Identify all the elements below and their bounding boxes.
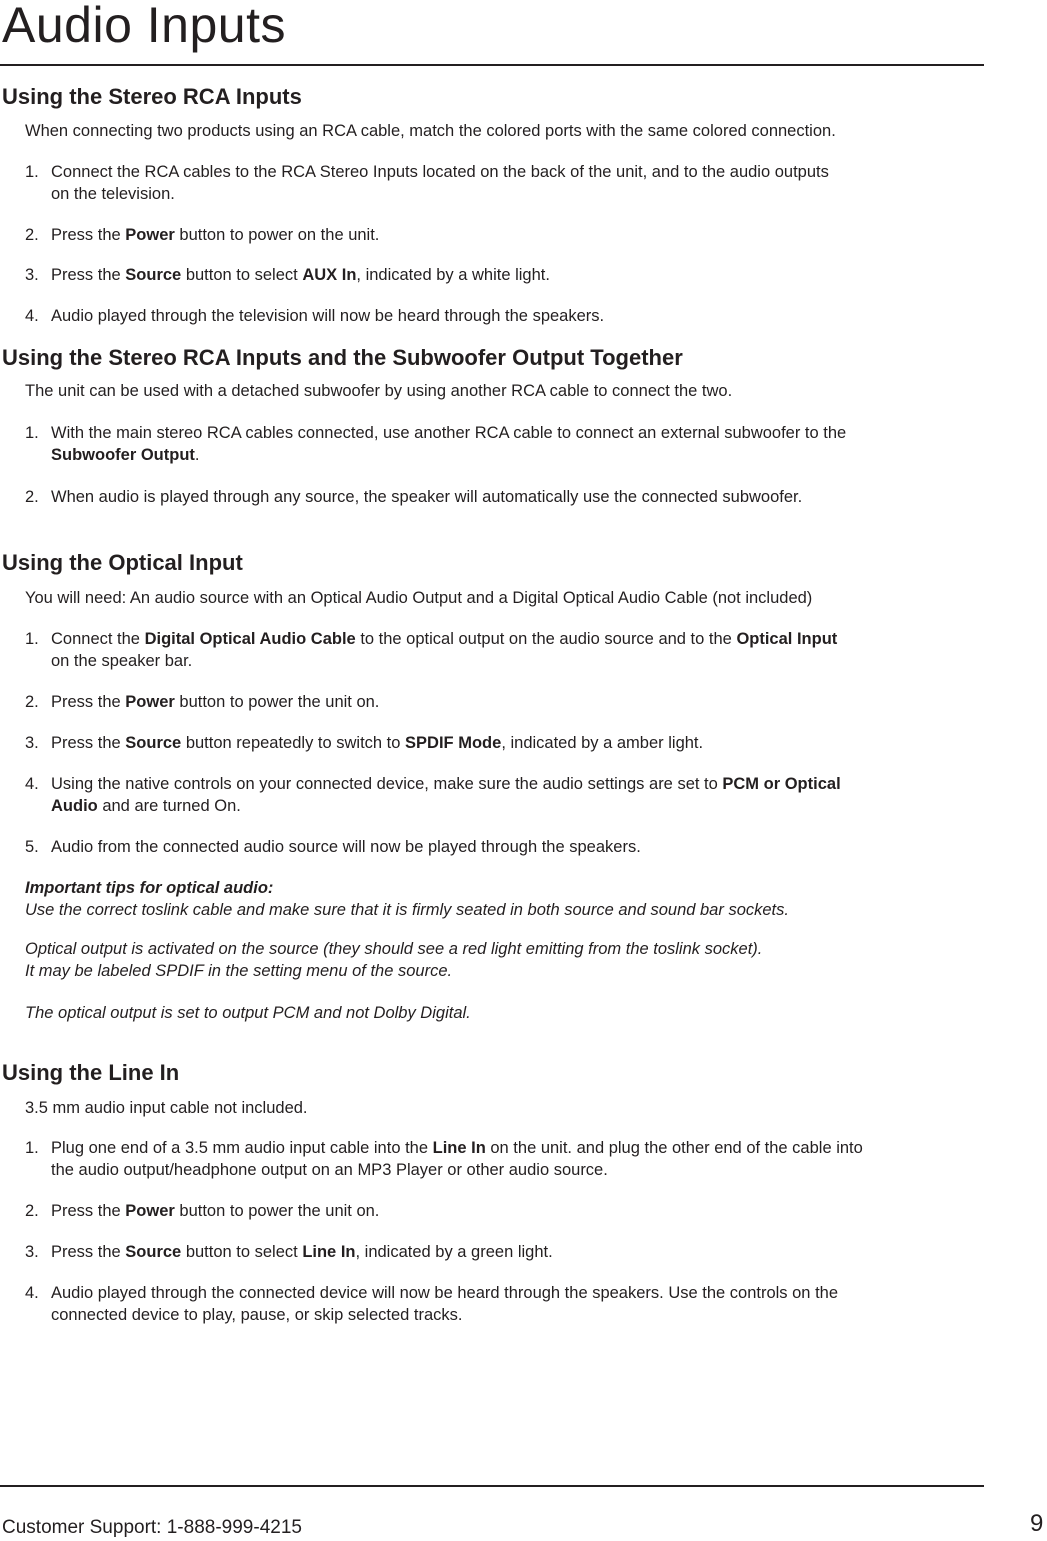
page-number: 9 — [1030, 1510, 1044, 1537]
section-heading-optical: Using the Optical Input — [2, 550, 243, 575]
step-text: With the main stereo RCA cables connected, use another RCA cable to connect an external subwoofer to the Subwoofer Output. — [51, 424, 847, 464]
subwoofer-intro: The unit can be used with a detached subwoofer by using another RCA cable to connect the two. — [25, 382, 733, 400]
step-text: Audio from the connected audio source will now be played through the speakers. — [51, 838, 641, 856]
step-text: Plug one end of a 3.5 mm audio input cable into the Line In on the unit. and plug the other end of the cable into the audio output/headphone output on an MP3 Player or other audio source. — [51, 1139, 863, 1179]
step-number: 3. — [25, 1243, 39, 1261]
step-number: 4. — [25, 307, 39, 325]
section-heading-linein: Using the Line In — [2, 1060, 180, 1085]
step-number: 1. — [25, 163, 39, 181]
step-number: 1. — [25, 424, 39, 442]
step-number: 2. — [25, 693, 39, 711]
optical-tips-heading: Important tips for optical audio: — [25, 879, 274, 897]
step-text: Press the Source button repeatedly to switch to SPDIF Mode, indicated by a amber light. — [51, 734, 704, 752]
step-text: Connect the RCA cables to the RCA Stereo Inputs located on the back of the unit, and to the audio outputs on the television. — [51, 163, 829, 203]
step-number: 3. — [25, 266, 39, 284]
step-text: Audio played through the connected device will now be heard through the speakers. Use the controls on the connected device to play, pause, or skip selected tracks. — [51, 1284, 839, 1324]
step-number: 3. — [25, 734, 39, 752]
title-divider — [0, 64, 984, 66]
step-text: Press the Source button to select AUX In, indicated by a white light. — [51, 266, 550, 284]
page-title: Audio Inputs — [2, 0, 286, 53]
linein-intro: 3.5 mm audio input cable not included. — [25, 1099, 308, 1117]
step-text: Press the Source button to select Line In, indicated by a green light. — [51, 1243, 553, 1261]
rca-intro: When connecting two products using an RCA cable, match the colored ports with the same colored connection. — [25, 122, 836, 140]
step-text: Press the Power button to power the unit on. — [51, 693, 380, 711]
step-text: Connect the Digital Optical Audio Cable to the optical output on the audio source and to the Optical Input on the speaker bar. — [51, 630, 838, 670]
step-number: 2. — [25, 488, 39, 506]
step-text: Press the Power button to power on the unit. — [51, 226, 380, 244]
step-text: Audio played through the television will now be heard through the speakers. — [51, 307, 605, 325]
footer-divider — [0, 1485, 984, 1487]
optical-tip-3: The optical output is set to output PCM and not Dolby Digital. — [25, 1004, 471, 1022]
step-text: Using the native controls on your connected device, make sure the audio settings are set to PCM or Optical Audio and are turned On. — [51, 775, 841, 815]
step-number: 2. — [25, 226, 39, 244]
step-number: 2. — [25, 1202, 39, 1220]
section-heading-rca: Using the Stereo RCA Inputs — [2, 84, 302, 109]
optical-tip-1: Use the correct toslink cable and make sure that it is firmly seated in both source and sound bar sockets. — [25, 901, 789, 919]
step-text: When audio is played through any source, the speaker will automatically use the connected subwoofer. — [51, 488, 803, 506]
step-number: 1. — [25, 630, 39, 648]
optical-tip-2: Optical output is activated on the source (they should see a red light emitting from the toslink socket). It may be labeled SPDIF in the setting menu of the source. — [25, 940, 763, 980]
step-number: 1. — [25, 1139, 39, 1157]
step-number: 4. — [25, 1284, 39, 1302]
section-heading-subwoofer: Using the Stereo RCA Inputs and the Subwoofer Output Together — [2, 345, 683, 370]
step-text: Press the Power button to power the unit on. — [51, 1202, 380, 1220]
footer-support: Customer Support: 1-888-999-4215 — [2, 1517, 302, 1538]
optical-intro: You will need: An audio source with an Optical Audio Output and a Digital Optical Audio Cable (not included) — [25, 589, 813, 607]
step-number: 5. — [25, 838, 39, 856]
step-number: 4. — [25, 775, 39, 793]
